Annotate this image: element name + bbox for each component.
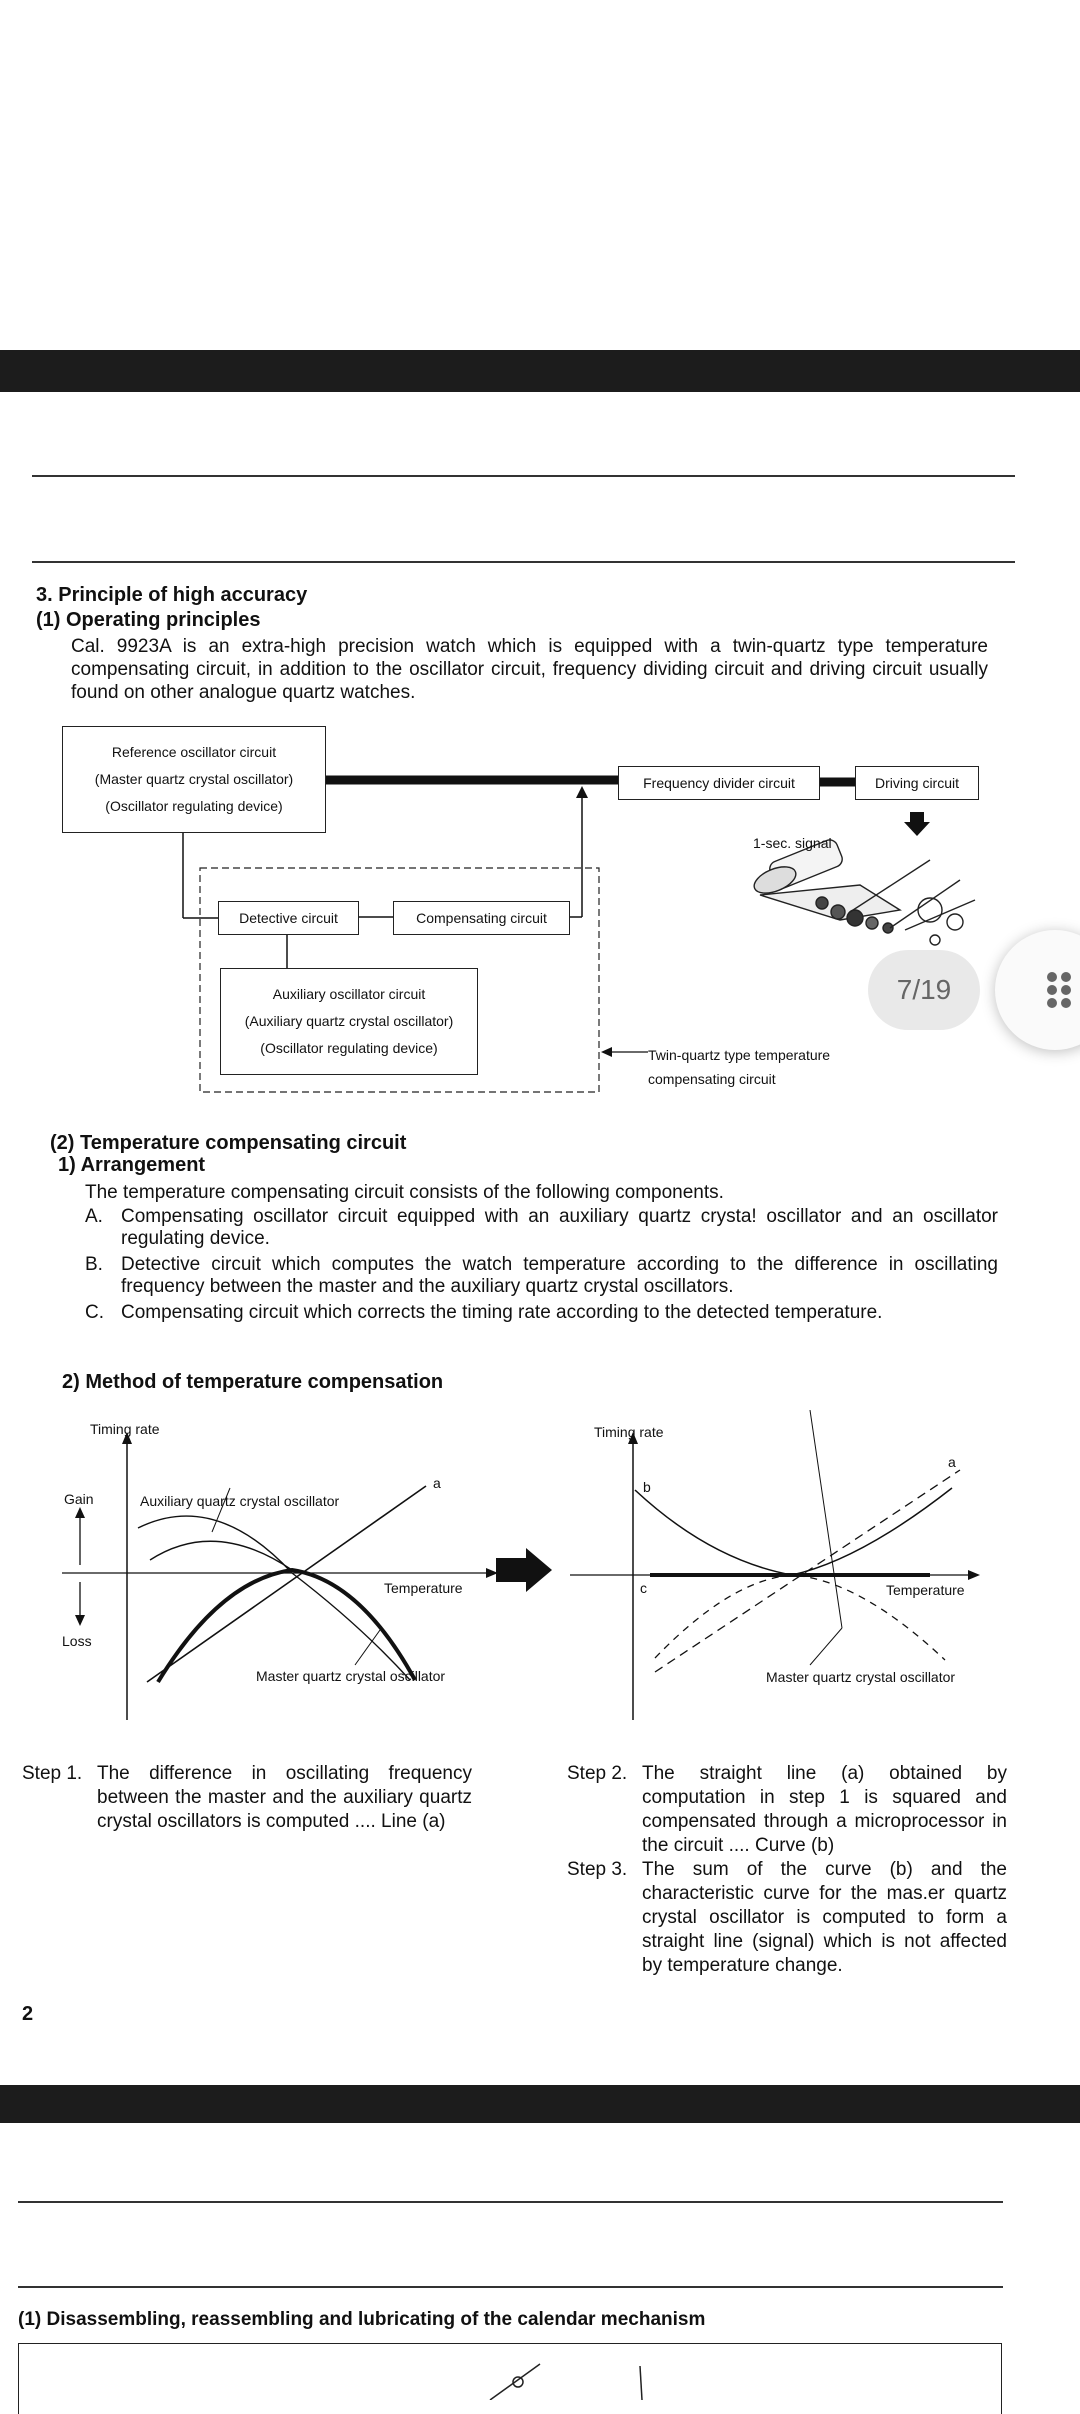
section-heading: 3. Principle of high accuracy bbox=[36, 584, 308, 606]
right-curve-a-label: a bbox=[948, 1454, 956, 1470]
reference-oscillator-box bbox=[62, 726, 326, 833]
step-2 bbox=[567, 1762, 1007, 1858]
driving-circuit-box bbox=[855, 766, 979, 800]
frequency-divider-label: Frequency divider circuit bbox=[643, 774, 795, 791]
detective-circuit-label: Detective circuit bbox=[239, 909, 338, 926]
auxiliary-line-3: (Oscillator regulating device) bbox=[260, 1040, 438, 1056]
auxiliary-oscillator-box bbox=[220, 968, 478, 1075]
step-key: Step 2. bbox=[567, 1763, 628, 1784]
divider-top-2 bbox=[32, 561, 1015, 563]
page-top-band bbox=[0, 350, 1080, 392]
divider-bottom-1 bbox=[18, 2201, 1003, 2203]
step-text: The sum of the curve (b) and the characteristic curve for the mas.er quartz crystal oscillator is computed to form a straight line (signal) which is not affected by temperature change. bbox=[642, 1859, 1007, 1976]
right-curve-c-label: c bbox=[640, 1580, 647, 1596]
list-text: Detective circuit which computes the watch temperature according to the difference in oscillating frequency between the master and the auxiliary quartz crystal oscillators. bbox=[121, 1254, 998, 1297]
page-indicator: 7/19 bbox=[868, 950, 980, 1030]
next-page-figure-sketch bbox=[470, 2360, 670, 2400]
step-text: The difference in oscillating frequency between the master and the auxiliary quartz crystal oscillators is computed .... Line (a) bbox=[97, 1763, 472, 1832]
list-marker: A. bbox=[85, 1206, 103, 1227]
right-ylabel: Timing rate bbox=[594, 1424, 664, 1440]
frequency-divider-box bbox=[618, 766, 820, 800]
driving-circuit-label: Driving circuit bbox=[874, 774, 959, 791]
reference-line-2: (Master quartz crystal oscillator) bbox=[94, 771, 294, 787]
list-marker: B. bbox=[85, 1254, 103, 1275]
loss-label: Loss bbox=[62, 1633, 92, 1649]
handle-dot bbox=[1047, 972, 1057, 982]
right-temperature-label: Temperature bbox=[886, 1582, 965, 1598]
page-number: 2 bbox=[22, 2003, 34, 2025]
auxiliary-line-2: (Auxiliary quartz crystal oscillator) bbox=[244, 1013, 454, 1029]
left-curve-a-label: a bbox=[433, 1475, 441, 1491]
twin-quartz-label bbox=[648, 1043, 830, 1091]
handle-dot bbox=[1047, 998, 1057, 1008]
handle-dot bbox=[1047, 985, 1057, 995]
list-marker: C. bbox=[85, 1302, 104, 1323]
list-text: Compensating circuit which corrects the timing rate according to the detected temperature. bbox=[121, 1302, 883, 1323]
arrow-right-icon bbox=[496, 1548, 552, 1592]
reference-line-3: (Oscillator regulating device) bbox=[105, 798, 283, 814]
aux-oscillator-label: Auxiliary quartz crystal oscillator bbox=[140, 1493, 340, 1509]
step-key: Step 1. bbox=[22, 1763, 83, 1784]
left-master-label: Master quartz crystal oscillator bbox=[256, 1668, 446, 1684]
list-item-b bbox=[85, 1254, 998, 1300]
intro-paragraph: Cal. 9923A is an extra-high precision watch which is equipped with a twin-quartz type temperature compensating circuit, in addition to the oscillator circuit, frequency dividing circuit and driving circuit usually found on other analogue quartz watches. bbox=[71, 636, 988, 703]
compensating-circuit-box bbox=[393, 901, 570, 935]
handle-dot bbox=[1061, 972, 1071, 982]
twin-quartz-line-1: Twin-quartz type temperature bbox=[648, 1047, 831, 1063]
divider-top-1 bbox=[32, 475, 1015, 477]
reference-line-1: Reference oscillator circuit bbox=[111, 744, 277, 760]
right-curve-b-label: b bbox=[643, 1479, 651, 1495]
handle-dot bbox=[1061, 985, 1071, 995]
next-page-heading: (1) Disassembling, reassembling and lubricating of the calendar mechanism bbox=[18, 2309, 706, 2330]
method-heading: 2) Method of temperature compensation bbox=[62, 1371, 444, 1393]
divider-bottom-2 bbox=[18, 2286, 1003, 2288]
list-item-c bbox=[85, 1302, 998, 1326]
list-text: Compensating oscillator circuit equipped with an auxiliary quartz crysta! oscillator and an oscillator regulating device. bbox=[121, 1206, 998, 1249]
twin-quartz-line-2: compensating circuit bbox=[648, 1071, 776, 1087]
auxiliary-line-1: Auxiliary oscillator circuit bbox=[272, 986, 426, 1002]
step-1 bbox=[22, 1762, 472, 1834]
right-master-label: Master quartz crystal oscillator bbox=[766, 1669, 956, 1685]
watch-movement-illustration bbox=[750, 838, 975, 945]
list-item-a bbox=[85, 1206, 998, 1252]
step-3 bbox=[567, 1858, 1007, 1978]
detective-circuit-box bbox=[218, 901, 359, 935]
arrangement-heading: 1) Arrangement bbox=[58, 1154, 206, 1176]
temp-section-heading: (2) Temperature compensating circuit bbox=[50, 1132, 407, 1154]
left-ylabel: Timing rate bbox=[90, 1421, 160, 1437]
compensating-circuit-label: Compensating circuit bbox=[416, 909, 547, 926]
step-text: The straight line (a) obtained by computation in step 1 is squared and compensated through a microprocessor in the circuit .... Curve (b) bbox=[642, 1763, 1007, 1856]
handle-dot bbox=[1061, 998, 1071, 1008]
one-sec-signal-label: 1-sec. signal bbox=[753, 835, 832, 851]
arrangement-lead: The temperature compensating circuit consists of the following components. bbox=[85, 1182, 724, 1203]
subsection-heading: (1) Operating principles bbox=[36, 609, 261, 631]
left-temperature-label: Temperature bbox=[384, 1580, 463, 1596]
gain-label: Gain bbox=[64, 1491, 94, 1507]
page-separator-band bbox=[0, 2085, 1080, 2123]
step-key: Step 3. bbox=[567, 1859, 628, 1880]
